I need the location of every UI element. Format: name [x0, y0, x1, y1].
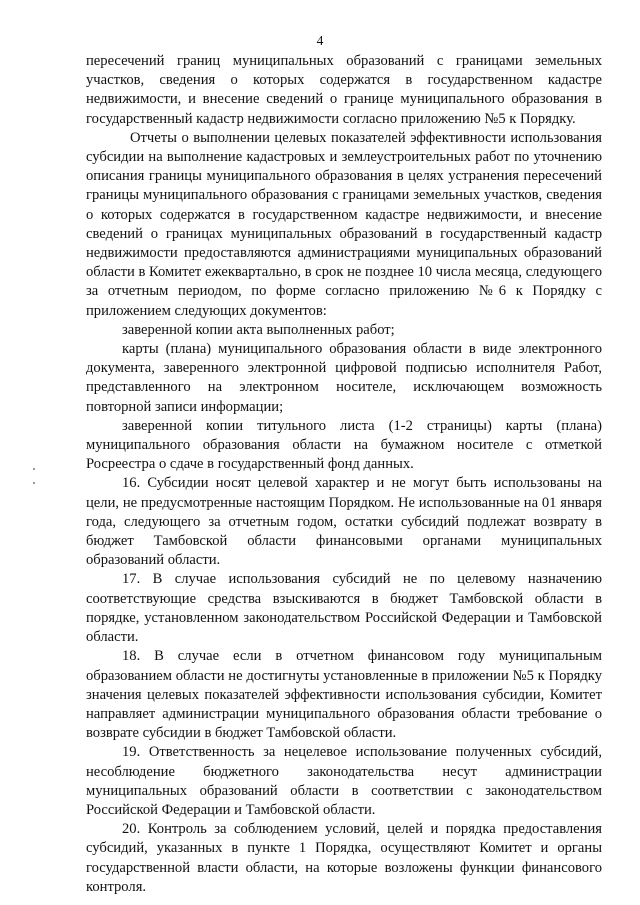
- paragraph-item-20: 20. Контроль за соблюдением условий, целей и порядка предоставления субсидий, указанных в пункте 1 Порядка, осуществляют Комитет и органы государственной власти области, на которые возложены функции финансового контроля.: [86, 821, 602, 895]
- scan-mark: [33, 482, 35, 484]
- paragraph-item-16: 16. Субсидии носят целевой характер и не могут быть использованы на цели, не предусмотренные настоящим Порядком. Не использованные на 01 января года, следующего за отчетным годом, остатки субсидий подлежат возврату в бюджет Тамбовской области финансовыми органами муниципальных образований области.: [86, 475, 602, 569]
- page-number: 4: [316, 33, 324, 48]
- document-body: [86, 52, 602, 897]
- paragraph-list-item-title-copy: заверенной копии титульного листа (1-2 страницы) карты (плана) муниципального образования области на бумажном носителе с отметкой Росреестра о сдаче в государственный фонд данных.: [86, 417, 602, 473]
- paragraph-reports: Отчеты о выполнении целевых показателей эффективности использования субсидии на выполнение кадастровых и землеустроительных работ по уточнению описания границы муниципального образования в целях устранения пересечений границы муниципального образования с границами земельных участков, сведения о которых содержатся в государственном кадастре недвижимости, и внесение сведений о границах муниципальных образований в государственный кадастр недвижимости предоставляются администрациями муниципальных образований области в Комитет ежеквартально, в срок не позднее 10 числа месяца, следующего за отчетным периодом, по форме согласно приложению №6 к Порядку с приложением следующих документов:: [86, 129, 602, 319]
- paragraph-list-item-act: заверенной копии акта выполненных работ;: [122, 321, 395, 338]
- paragraph-item-19: 19. Ответственность за нецелевое использование полученных субсидий, несоблюдение бюджетного законодательства несут администрации муниципальных образований области в соответствии с законодательством Российской Федерации и Тамбовской области.: [86, 744, 602, 818]
- paragraph-item-17: 17. В случае использования субсидий не по целевому назначению соответствующие средства взыскиваются в бюджет Тамбовской области в порядке, установленном законодательством Российской Федерации и Тамбовской области.: [86, 571, 602, 646]
- paragraph-item-18: 18. В случае если в отчетном финансовом году муниципальным образованием области не достигнуты установленные в приложении №5 к Порядку значения целевых показателей эффективности использования субсидии, Комитет направляет администрации муниципального образования области требование о возврате субсидии в бюджет Тамбовской области.: [86, 648, 602, 742]
- paragraph-list-item-map: карты (плана) муниципального образования области в виде электронного документа, заверенного электронной цифровой подписью исполнителя Работ, представленного на электронном носителе, исключающем возможность повторной записи информации;: [86, 341, 602, 415]
- scan-mark: [33, 468, 35, 470]
- paragraph-continuation: пересечений границ муниципальных образований с границами земельных участков, сведения о которых содержатся в государственном кадастре недвижимости, и внесение сведений о границе муниципального образования в государственный кадастр недвижимости согласно приложению №5 к Порядку.: [86, 53, 602, 127]
